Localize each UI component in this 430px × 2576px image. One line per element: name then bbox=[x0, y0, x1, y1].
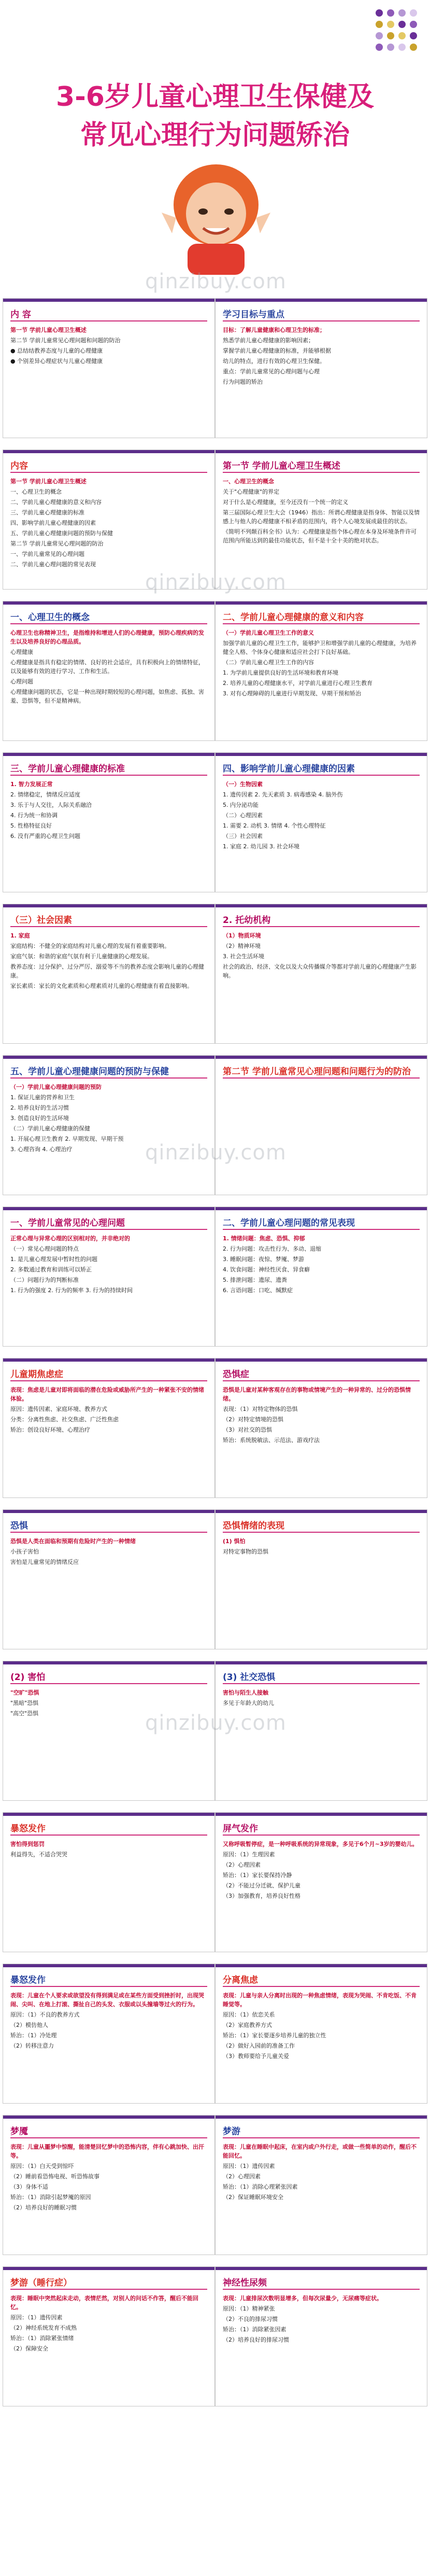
slide-line: （2）心理因素 bbox=[223, 1861, 261, 1868]
slide-line: 多见于年龄大的幼儿 bbox=[223, 1700, 274, 1706]
slide-body bbox=[223, 326, 420, 388]
slide-top-bar bbox=[216, 1510, 427, 1513]
slide-heading: 第一节 学前儿童心理卫生概述 bbox=[223, 461, 340, 471]
slide-top-bar bbox=[216, 2267, 427, 2270]
slide-line: 2. 培养儿童的心理健康水平，对学前儿童进行心理卫生教育 bbox=[223, 680, 372, 687]
slide-line: 目标：了解儿童健康和心理卫生的标准； bbox=[223, 327, 325, 333]
slide-line: 矫治：（1）消除心理紧张因素 bbox=[223, 2183, 298, 2190]
slide-line: 分类：分离性焦虑、社交焦虑、广泛性焦虑 bbox=[10, 1416, 119, 1423]
slide-line: （二）问题行为的判断标准 bbox=[10, 1277, 79, 1283]
slide-divider bbox=[10, 2137, 207, 2138]
slide-line: （3）对社交的恐惧 bbox=[223, 1426, 272, 1433]
slide-line: （一）生物因素 bbox=[223, 781, 263, 788]
slide-heading: 三、学前儿童心理健康的标准 bbox=[10, 764, 125, 774]
slide-line: 关于"心理健康"的界定 bbox=[223, 488, 280, 495]
slide-line: （2）培养良好的睡眠习惯 bbox=[10, 2204, 77, 2211]
decorative-dot bbox=[387, 32, 394, 39]
slide-divider bbox=[223, 2289, 420, 2290]
slide-line: 《简明不列颠百科全书》认为：心理健康是指个体心理在本身及环境条件许可范围内所能达到的最佳功能状态，但不是十全十美的绝对状态。 bbox=[223, 528, 417, 544]
slide-line: 五、学前儿童心理健康问题的预防与保健 bbox=[10, 530, 113, 537]
decorative-dots bbox=[376, 9, 422, 56]
slide-top-bar bbox=[3, 299, 214, 302]
slide-line: 3. 乐于与人交往，人际关系融洽 bbox=[10, 802, 92, 808]
slide-heading: （三）社会因素 bbox=[10, 915, 72, 926]
decorative-dot bbox=[410, 32, 417, 39]
slide-top-bar bbox=[216, 1661, 427, 1664]
slide-divider bbox=[10, 1986, 207, 1987]
slide-line: （一）学前儿童心理卫生工作的意义 bbox=[223, 629, 314, 636]
slide-heading: (2) 害怕 bbox=[10, 1672, 46, 1683]
slide-2 bbox=[215, 298, 427, 438]
slide-divider bbox=[10, 1683, 207, 1684]
slide-divider bbox=[223, 775, 420, 776]
slide-23 bbox=[3, 1964, 215, 2104]
slide-22 bbox=[215, 1812, 427, 1952]
slide-24 bbox=[215, 1964, 427, 2104]
slide-line: （3）教师要给予儿童关爱 bbox=[223, 2053, 289, 2060]
slide-line: "高空"恐惧 bbox=[10, 1710, 39, 1717]
slide-line: 一、心理卫生的概念 bbox=[10, 488, 62, 495]
slide-line: （一）学前儿童心理健康问题的预防 bbox=[10, 1084, 102, 1090]
slide-heading: 二、学前儿童心理问题的常见表现 bbox=[223, 1218, 355, 1228]
slide-line: 熟悉学前儿童心理健康的影响因素； bbox=[223, 337, 314, 344]
slide-line: （2）对特定情境的恐惧 bbox=[223, 1416, 283, 1423]
slide-18 bbox=[215, 1509, 427, 1649]
slide-line: 教养态度：过分保护、过分严厉、溺爱等不当的教养态度会影响儿童的心理健康。 bbox=[10, 963, 204, 979]
decorative-dot bbox=[410, 44, 417, 51]
slide-heading: 内容 bbox=[10, 461, 28, 471]
slide-line: （三）社会因素 bbox=[223, 833, 263, 839]
slide-heading: 屏气发作 bbox=[223, 1824, 258, 1834]
slide-line: 第一节 学前儿童心理卫生概述 bbox=[10, 327, 87, 333]
slide-line: 2. 情绪稳定，情绪反应适度 bbox=[10, 791, 80, 798]
slide-line: （2）心理因素 bbox=[223, 2173, 261, 2180]
slide-line: 3. 社会生活环境 bbox=[223, 953, 264, 960]
slide-17 bbox=[3, 1509, 215, 1649]
slide-line: 矫治：（1）家长要逐步培养儿童的独立性 bbox=[223, 2032, 326, 2039]
slide-heading: (3) 社交恐惧 bbox=[223, 1672, 276, 1683]
slide-line: 三、学前儿童心理健康的标准 bbox=[10, 509, 84, 516]
slide-28 bbox=[215, 2266, 427, 2406]
slide-heading: 一、心理卫生的概念 bbox=[10, 612, 90, 623]
slide-line: 5. 性格特征良好 bbox=[10, 822, 52, 829]
slide-body bbox=[10, 1840, 207, 1860]
slide-heading: 内 容 bbox=[10, 310, 31, 320]
slide-body bbox=[223, 1537, 420, 1558]
slide-line: 矫治：（1）消除引起梦魇的原因 bbox=[10, 2194, 91, 2201]
slide-line: 对于什么是心理健康，至今还没有一个统一的定义 bbox=[223, 499, 348, 506]
slide-heading: 暴怒发作 bbox=[10, 1824, 46, 1834]
slide-4 bbox=[215, 450, 427, 590]
slide-top-bar bbox=[216, 1359, 427, 1362]
slide-top-bar bbox=[216, 2116, 427, 2119]
slide-5 bbox=[3, 601, 215, 741]
slide-line: （2）精神环境 bbox=[223, 943, 261, 949]
slide-divider bbox=[10, 926, 207, 927]
slide-heading: 二、学前儿童心理健康的意义和内容 bbox=[223, 612, 364, 623]
slide-line: 心理卫生也称精神卫生，是指维持和增进人们的心理健康，预防心理疾病的发生以及培养良好的心理品质。 bbox=[10, 629, 204, 645]
slide-line: 害怕与陌生人接触 bbox=[223, 1689, 268, 1696]
slide-line: 1. 保证儿童的营养和卫生 bbox=[10, 1094, 75, 1101]
slide-divider bbox=[223, 2137, 420, 2138]
slide-top-bar bbox=[3, 1056, 214, 1059]
decorative-dot bbox=[410, 9, 417, 17]
slide-heading: 恐惧 bbox=[10, 1521, 28, 1531]
slide-line: （3）身体不适 bbox=[10, 2183, 48, 2190]
slide-body bbox=[223, 1688, 420, 1709]
slide-line: 3. 对有心理障碍的儿童进行早期发现、早期干预和矫治 bbox=[223, 690, 361, 697]
slide-line: 家庭结构：不健全的家庭结构对儿童心理的发展有着重要影响。 bbox=[10, 943, 170, 949]
slide-line: 害怕是儿童常见的情绪反应 bbox=[10, 1559, 79, 1565]
slide-line: 表现：睡眠中突然起床走动，表情茫然，对别人的问话不作答，醒后不能回忆。 bbox=[10, 2295, 198, 2311]
slide-divider bbox=[223, 623, 420, 624]
slide-heading: 儿童期焦虑症 bbox=[10, 1369, 63, 1380]
slide-line: 2. 行为问题：攻击性行为、多动、退缩 bbox=[223, 1245, 321, 1252]
slide-line: 矫治：创设良好环境、心理治疗 bbox=[10, 1426, 90, 1433]
slide-8 bbox=[215, 752, 427, 892]
slide-divider bbox=[10, 775, 207, 776]
slide-top-bar bbox=[3, 1661, 214, 1664]
slide-body bbox=[223, 780, 420, 852]
slide-body bbox=[10, 780, 207, 842]
slide-line: （一）常见心理问题的特点 bbox=[10, 1245, 79, 1252]
slide-heading: 第二节 学前儿童常见心理问题和问题行为的防治 bbox=[223, 1067, 411, 1077]
slide-line: 二、学前儿童心理健康的意义和内容 bbox=[10, 499, 102, 506]
slide-line: （2）神经系统发育不成熟 bbox=[10, 2325, 77, 2331]
slide-16 bbox=[215, 1358, 427, 1498]
watermark: qinzibuy.com bbox=[145, 270, 286, 293]
slide-top-bar bbox=[3, 1964, 214, 1967]
slide-top-bar bbox=[3, 450, 214, 453]
slide-divider bbox=[10, 623, 207, 624]
slide-line: 小孩子害怕 bbox=[10, 1548, 39, 1555]
slide-divider bbox=[10, 1380, 207, 1381]
slide-divider bbox=[223, 1835, 420, 1836]
slide-heading: 分离焦虑 bbox=[223, 1975, 258, 1985]
slide-line: 表现：儿童在个人要求或欲望没有得到满足或在某些方面受到挫折时，出现哭闹、尖叫、在地上打滚、撕扯自己的头发、衣服或以头撞墙等过火的行为。 bbox=[10, 1992, 204, 2008]
slide-body bbox=[10, 1385, 207, 1436]
slide-line: 原因：（1）遗传因素 bbox=[10, 2314, 63, 2321]
slide-top-bar bbox=[216, 904, 427, 907]
cover-slide bbox=[0, 0, 430, 298]
slide-line: 家庭气氛：和谐的家庭气氛有利于儿童健康的心理发展。 bbox=[10, 953, 153, 960]
slide-line: （2）模仿他人 bbox=[10, 2022, 48, 2028]
slide-line: 6. 言语问题：口吃、缄默症 bbox=[223, 1287, 293, 1294]
slide-line: 心理健康是指具有稳定的情绪、良好的社会适应，具有积极向上的情绪特征，以及能够有效的进行学习、工作和生活。 bbox=[10, 659, 204, 675]
slide-line: 原因：（1）精神紧张 bbox=[223, 2305, 275, 2312]
slide-line: （3）加强教育，培养良好性格 bbox=[223, 1893, 300, 1899]
decorative-dot bbox=[376, 9, 383, 17]
slide-heading: 暴怒发作 bbox=[10, 1975, 46, 1985]
slide-divider bbox=[10, 320, 207, 321]
slide-line: 2. 培养良好的生活习惯 bbox=[10, 1104, 69, 1111]
child-illustration bbox=[151, 156, 281, 275]
slide-body bbox=[10, 1234, 207, 1296]
slide-line: 害怕得到惩罚 bbox=[10, 1841, 45, 1847]
slide-top-bar bbox=[3, 1359, 214, 1362]
slide-line: 4. 行为统一和协调 bbox=[10, 812, 58, 819]
slide-line: 第二节 学前儿童常见心理问题和问题的防治 bbox=[10, 337, 121, 344]
slide-line: 矫治：（1）冷处理 bbox=[10, 2032, 57, 2039]
slide-line: 原因：遗传因素、家庭环境、教养方式 bbox=[10, 1406, 107, 1412]
slide-heading: 恐惧情绪的表现 bbox=[223, 1521, 284, 1531]
slide-line: 一、学前儿童常见的心理问题 bbox=[10, 551, 84, 557]
slide-heading: 神经性尿频 bbox=[223, 2278, 267, 2288]
slide-body bbox=[223, 628, 420, 699]
watermark: qinzibuy.com bbox=[145, 1711, 286, 1735]
slide-body bbox=[10, 326, 207, 367]
watermark: qinzibuy.com bbox=[145, 1141, 286, 1165]
slide-top-bar bbox=[216, 450, 427, 453]
slide-heading: 恐惧症 bbox=[223, 1369, 249, 1380]
slide-line: （2）睡前看恐怖电视、听恐怖故事 bbox=[10, 2173, 99, 2180]
slide-divider bbox=[10, 1229, 207, 1230]
slide-line: 原因：（1）生理因素 bbox=[223, 1851, 275, 1858]
slide-line: 5. 排泄问题：遗尿、遗粪 bbox=[223, 1277, 287, 1283]
slide-line: （1）物质环境 bbox=[223, 932, 261, 939]
slide-line: （2）不能过分迁就、保护儿童 bbox=[223, 1882, 300, 1889]
slide-top-bar bbox=[216, 299, 427, 302]
slide-line: 1. 遗传因素 2. 先天素质 3. 病毒感染 4. 脑外伤 bbox=[223, 791, 343, 798]
slide-line: "空旷"恐惧 bbox=[10, 1689, 39, 1696]
slide-heading: 梦魇 bbox=[10, 2126, 28, 2137]
slide-heading: 四、影响学前儿童心理健康的因素 bbox=[223, 764, 355, 774]
slide-body bbox=[223, 1840, 420, 1902]
slide-line: 表现：儿童从噩梦中惊醒，能清楚回忆梦中的恐怖内容，伴有心跳加快、出汗等。 bbox=[10, 2144, 204, 2159]
slide-13 bbox=[3, 1207, 215, 1347]
slide-line: 原因：（1）不良的教养方式 bbox=[10, 2011, 80, 2018]
slide-line: 二、学前儿童心理问题的常见表现 bbox=[10, 561, 96, 568]
slide-line: 表现：焦虑是儿童对即将面临的潜在危险或威胁所产生的一种紧张不安的情绪体验。 bbox=[10, 1387, 204, 1402]
slide-line: 表现：（1）对特定物体的恐惧 bbox=[223, 1406, 298, 1412]
slide-body bbox=[223, 931, 420, 982]
slide-line: 1. 行为的强度 2. 行为的频率 3. 行为的持续时间 bbox=[10, 1287, 133, 1294]
slide-top-bar bbox=[3, 1813, 214, 1816]
slide-26 bbox=[215, 2115, 427, 2255]
slide-body bbox=[10, 1991, 207, 2052]
slide-line: 2. 多数通过教育和训练可以矫正 bbox=[10, 1266, 92, 1273]
slide-7 bbox=[3, 752, 215, 892]
slide-line: (1) 惧怕 bbox=[223, 1538, 246, 1545]
slide-25 bbox=[3, 2115, 215, 2255]
slide-15 bbox=[3, 1358, 215, 1498]
slide-line: 矫治：系统脱敏法、示范法、游戏疗法 bbox=[223, 1437, 320, 1444]
slide-divider bbox=[10, 472, 207, 473]
slide-line: （2）保证睡眠环境安全 bbox=[223, 2194, 283, 2201]
cover-title bbox=[10, 78, 420, 155]
slide-top-bar bbox=[216, 601, 427, 605]
slide-body bbox=[223, 2143, 420, 2203]
slide-divider bbox=[223, 1077, 420, 1079]
slide-line: 第三届国际心理卫生大会（1946）指出：所谓心理健康是指身体、智能以及情感上与他人的心理健康不相矛盾的范围内，将个人心境发展成最佳的状态。 bbox=[223, 509, 420, 525]
slide-3 bbox=[3, 450, 215, 590]
slide-heading: 五、学前儿童心理健康问题的预防与保健 bbox=[10, 1067, 169, 1077]
slide-line: （二）学前儿童心理卫生工作的内容 bbox=[223, 659, 314, 666]
slide-heading: 2. 托幼机构 bbox=[223, 915, 271, 926]
slide-line: 又称呼吸暂停症，是一种呼吸系统的异常现象，多见于6个月~3岁的婴幼儿。 bbox=[223, 1841, 418, 1847]
slide-1 bbox=[3, 298, 215, 438]
slide-top-bar bbox=[216, 1207, 427, 1210]
slide-line: 重点：学前儿童常见的心理问题与心理 bbox=[223, 368, 320, 375]
slide-line: 行为问题的矫治 bbox=[223, 379, 263, 385]
slide-line: 1. 家庭 2. 幼儿园 3. 社会环境 bbox=[223, 843, 299, 850]
slide-line: 心理健康 bbox=[10, 649, 33, 655]
slide-body bbox=[10, 2294, 207, 2355]
slide-divider bbox=[223, 1683, 420, 1684]
slide-divider bbox=[10, 2289, 207, 2290]
slide-10 bbox=[215, 904, 427, 1044]
slide-line: 表现：儿童与亲人分离时出现的一种焦虑情绪，表现为哭闹、不肯吃饭、不肯睡觉等。 bbox=[223, 1992, 417, 2008]
slide-line: 1. 为学前儿童提供良好的生活环境和教育环境 bbox=[223, 669, 338, 676]
slide-line: 第二节 学前儿童常见心理问题的防治 bbox=[10, 540, 104, 547]
decorative-dot bbox=[398, 9, 406, 17]
slide-divider bbox=[223, 1380, 420, 1381]
slide-line: "黑暗"恐惧 bbox=[10, 1700, 39, 1706]
slide-line: ● 总结结教养态度与儿童的心理健康 bbox=[10, 347, 103, 354]
slide-body bbox=[10, 2143, 207, 2214]
decorative-dot bbox=[376, 32, 383, 39]
slide-line: 1. 情绪问题：焦虑、恐惧、抑郁 bbox=[223, 1235, 305, 1242]
slide-heading: 一、学前儿童常见的心理问题 bbox=[10, 1218, 125, 1228]
cover-title-line-2: 常见心理行为问题矫治 bbox=[80, 120, 350, 151]
slide-body bbox=[10, 1537, 207, 1568]
slide-line: 第一节 学前儿童心理卫生概述 bbox=[10, 478, 87, 485]
cover-title-line-1: 3-6岁儿童心理卫生保健及 bbox=[56, 81, 374, 113]
slide-body bbox=[10, 628, 207, 707]
slide-line: 矫治：（1）家长要保持冷静 bbox=[223, 1872, 292, 1879]
decorative-dot bbox=[398, 44, 406, 51]
slide-body bbox=[223, 2294, 420, 2346]
slide-heading: 梦游（睡行症） bbox=[10, 2278, 72, 2288]
slide-6 bbox=[215, 601, 427, 741]
slide-9 bbox=[3, 904, 215, 1044]
slide-line: （2）培养良好的排尿习惯 bbox=[223, 2336, 289, 2343]
slide-line: （二）心理因素 bbox=[223, 812, 263, 819]
slide-body bbox=[10, 477, 207, 570]
decorative-dot bbox=[376, 44, 383, 51]
slide-divider bbox=[223, 1532, 420, 1533]
slide-line: 表现：儿童在睡眠中起床，在室内或户外行走，或做一些简单的动作，醒后不能回忆。 bbox=[223, 2144, 417, 2159]
slide-line: 正常心理与异常心理的区别相对的，并非绝对的 bbox=[10, 1235, 130, 1242]
slide-divider bbox=[223, 926, 420, 927]
slide-body bbox=[223, 1991, 420, 2062]
slide-heading: 学习目标与重点 bbox=[223, 310, 284, 320]
slide-divider bbox=[10, 1532, 207, 1533]
slide-line: 社会的政治、经济、文化以及大众传播媒介等都对学前儿童的心理健康产生影响。 bbox=[223, 963, 417, 979]
slide-top-bar bbox=[3, 1207, 214, 1210]
slide-line: 表现：儿童排尿次数明显增多，但每次尿量少，无尿痛等症状。 bbox=[223, 2295, 382, 2302]
slide-top-bar bbox=[3, 904, 214, 907]
slide-top-bar bbox=[216, 1056, 427, 1059]
slide-top-bar bbox=[216, 1964, 427, 1967]
slide-top-bar bbox=[216, 1813, 427, 1816]
slide-line: 心理健康问题的状态，它是一种出现时期较短的心理问题，如焦虑、孤独、害羞、恐惧等，但不是精神病。 bbox=[10, 689, 204, 704]
slide-line: （2）转移注意力 bbox=[10, 2042, 54, 2049]
slide-line: 对特定事物的恐惧 bbox=[223, 1548, 268, 1555]
slide-line: 四、影响学前儿童心理健康的因素 bbox=[10, 520, 96, 526]
decorative-dot bbox=[387, 21, 394, 28]
decorative-dot bbox=[387, 9, 394, 17]
slide-body bbox=[223, 1385, 420, 1446]
slide-line: 家长素质：家长的文化素质和心理素质对儿童的心理健康有着直接影响。 bbox=[10, 983, 193, 989]
slide-line: 恐惧是儿童对某种客观存在的事物或情境产生的一种异常的、过分的恐惧情绪。 bbox=[223, 1387, 411, 1402]
decorative-dot bbox=[398, 32, 406, 39]
slide-11 bbox=[3, 1055, 215, 1195]
slide-27 bbox=[3, 2266, 215, 2406]
slide-line: 1. 需要 2. 动机 3. 情绪 4. 个性心理特征 bbox=[223, 822, 326, 829]
slide-body bbox=[223, 1234, 420, 1296]
decorative-dot bbox=[387, 44, 394, 51]
slide-line: 3. 睡眠问题：夜惊、梦魇、梦游 bbox=[223, 1256, 304, 1263]
slide-line: 心理问题 bbox=[10, 678, 33, 685]
slide-line: 一、心理卫生的概念 bbox=[223, 478, 274, 485]
slide-body bbox=[10, 931, 207, 992]
slide-top-bar bbox=[3, 601, 214, 605]
slide-line: （2）家庭教养方式 bbox=[223, 2022, 272, 2028]
slide-line: 4. 饮食问题：神经性厌食、异食癖 bbox=[223, 1266, 310, 1273]
slide-line: ● 个别差异心理症状与儿童心理健康 bbox=[10, 358, 103, 365]
slide-line: 原因：（1）依恋关系 bbox=[223, 2011, 275, 2018]
decorative-dot bbox=[410, 21, 417, 28]
decorative-dot bbox=[376, 21, 383, 28]
slide-body bbox=[223, 477, 420, 547]
slide-line: 1. 是儿童心理发展中暂时性的问题 bbox=[10, 1256, 97, 1263]
slide-21 bbox=[3, 1812, 215, 1952]
slide-line: （2）保障安全 bbox=[10, 2345, 48, 2352]
slide-line: 原因：（1）遗传因素 bbox=[223, 2163, 275, 2169]
slide-divider bbox=[223, 472, 420, 473]
slide-top-bar bbox=[3, 2267, 214, 2270]
slide-top-bar bbox=[216, 753, 427, 756]
slide-divider bbox=[223, 320, 420, 321]
slide-line: （2）不良的排尿习惯 bbox=[223, 2316, 278, 2322]
slide-divider bbox=[223, 1986, 420, 1987]
slide-line: 恐惧是人类在面临和预期有危险时产生的一种情绪 bbox=[10, 1538, 136, 1545]
slide-line: 加强学前儿童的心理卫生工作，能够护卫和增强学前儿童的心理健康，为培养健全人格、个体身心健康和适应社会打下良好基础。 bbox=[223, 640, 417, 655]
slide-divider bbox=[10, 1835, 207, 1836]
slide-line: 1. 家庭 bbox=[10, 932, 30, 939]
slide-line: 矫治：（1）消除紧张因素 bbox=[223, 2326, 286, 2333]
slide-line: 3. 心理咨询 4. 心理治疗 bbox=[10, 1146, 73, 1153]
slide-14 bbox=[215, 1207, 427, 1347]
slide-line: 1. 开展心理卫生教育 2. 早期发现、早期干预 bbox=[10, 1136, 124, 1142]
slide-top-bar bbox=[3, 2116, 214, 2119]
slide-line: 1. 智力发展正常 bbox=[10, 781, 53, 788]
slide-line: （2）做好入园前的准备工作 bbox=[223, 2042, 295, 2049]
slide-top-bar bbox=[3, 1510, 214, 1513]
slide-line: 5. 内分泌功能 bbox=[223, 802, 259, 808]
slide-top-bar bbox=[3, 753, 214, 756]
slide-line: 幼儿的特点，进行有效的心理卫生保健。 bbox=[223, 358, 325, 365]
watermark: qinzibuy.com bbox=[145, 570, 286, 594]
slide-line: 3. 创造良好的生活环境 bbox=[10, 1115, 69, 1122]
slide-line: 矫治：（1）消除紧张情绪 bbox=[10, 2335, 74, 2342]
slide-line: 原因：（1）白天受到惊吓 bbox=[10, 2163, 74, 2169]
slide-divider bbox=[10, 1077, 207, 1079]
slide-divider bbox=[223, 1229, 420, 1230]
slide-line: （二）学前儿童心理健康的保健 bbox=[10, 1125, 90, 1132]
slide-12 bbox=[215, 1055, 427, 1195]
decorative-dot bbox=[398, 21, 406, 28]
slide-line: 掌握学前儿童心理健康的标准，并能够根据 bbox=[223, 347, 331, 354]
slide-line: 6. 没有严重的心理卫生问题 bbox=[10, 833, 80, 839]
slide-heading: 梦游 bbox=[223, 2126, 240, 2137]
slide-line: 利益得失，不适合哭哭 bbox=[10, 1851, 67, 1858]
